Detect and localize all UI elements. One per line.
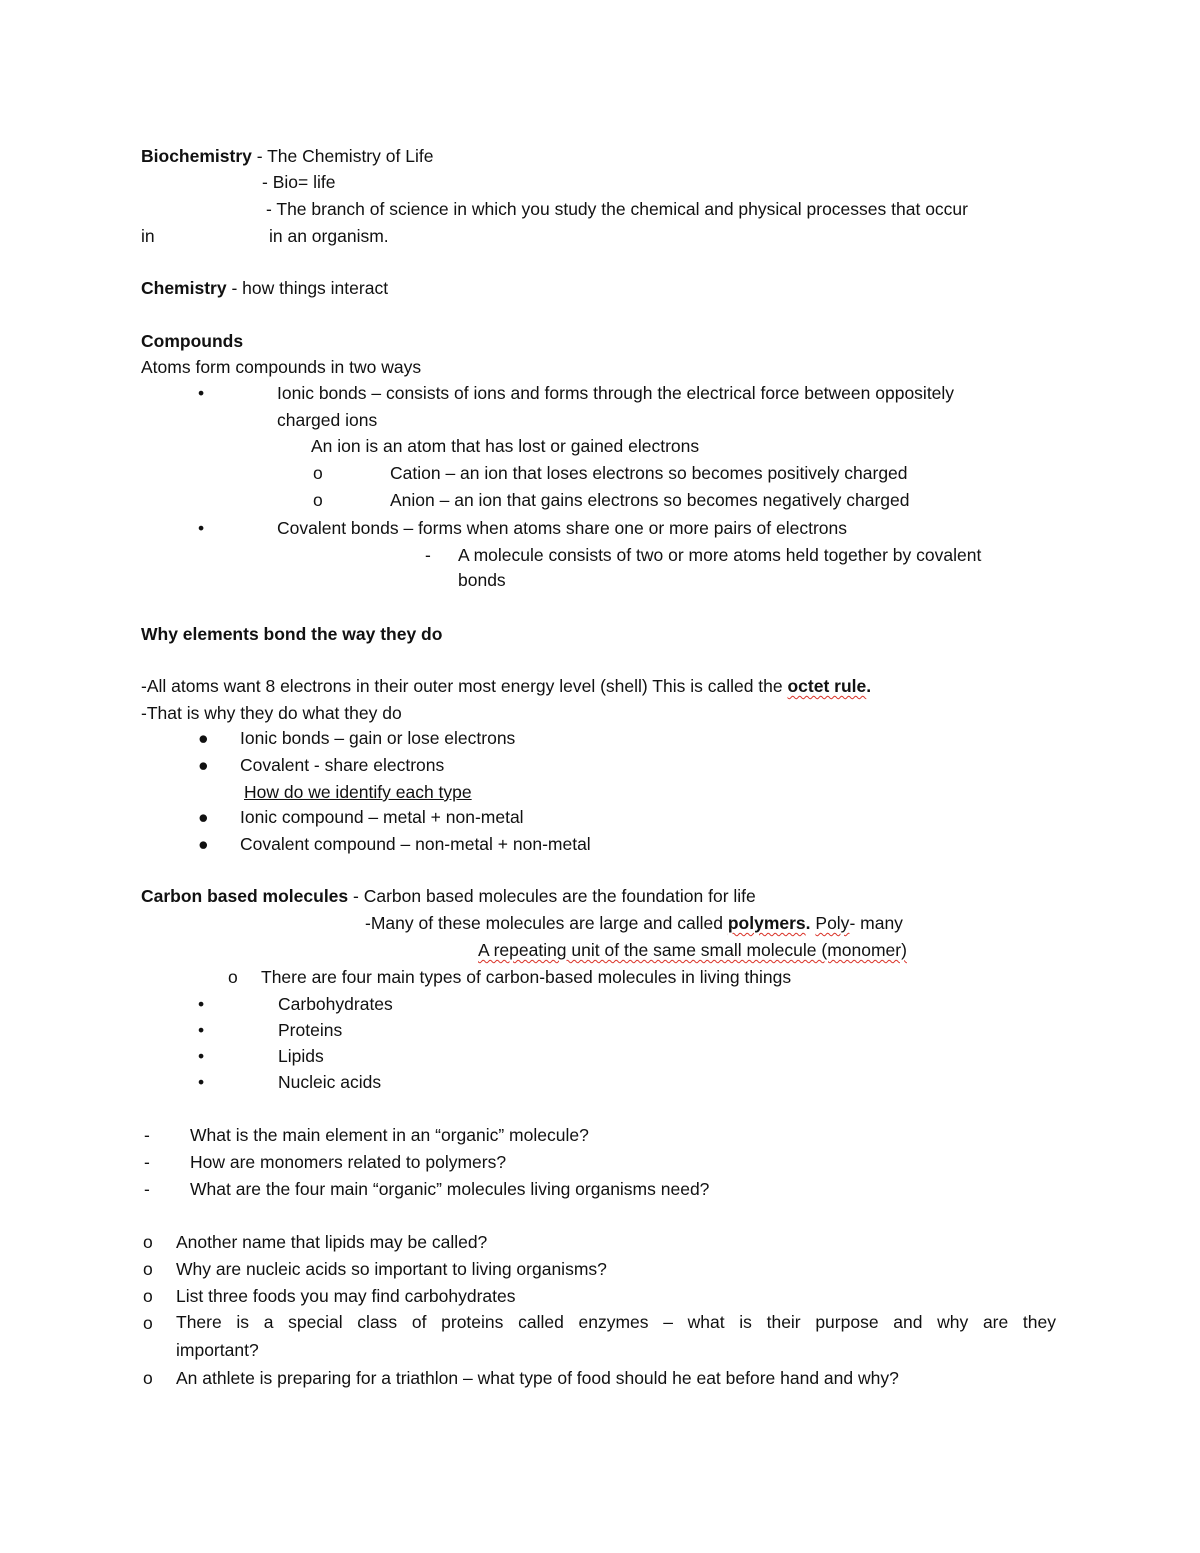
question-nucleic-acids: Why are nucleic acids so important to living organisms? — [176, 1259, 607, 1279]
question-enzymes-line-1: There is a special class of proteins called enzymes – what is their purpose and why are they — [176, 1312, 1056, 1332]
ion-definition: An ion is an atom that has lost or gained electrons — [311, 436, 700, 456]
carbon-definition: - Carbon based molecules are the foundation for life — [348, 886, 756, 906]
circle-bullet-icon: o — [143, 1286, 153, 1306]
molecule-definition-1: A molecule consists of two or more atoms held together by covalent — [458, 545, 982, 565]
bullet-icon: • — [198, 518, 205, 538]
circle-bullet-icon: o — [313, 463, 323, 483]
dot-bullet-icon: ● — [198, 755, 209, 775]
type-lipids: Lipids — [278, 1046, 324, 1066]
anion-definition: Anion – an ion that gains electrons so becomes negatively charged — [390, 490, 910, 510]
dash-marker: - — [144, 1125, 150, 1145]
compounds-heading: Compounds — [141, 331, 244, 351]
ionic-gain-lose: Ionic bonds – gain or lose electrons — [240, 728, 516, 748]
question-four-organic: What are the four main “organic” molecules living organisms need? — [190, 1179, 710, 1199]
dash-marker: - — [425, 545, 431, 565]
branch-in-organism: in an organism. — [269, 226, 389, 246]
circle-bullet-icon: o — [143, 1232, 153, 1252]
ionic-bonds-line-1: Ionic bonds – consists of ions and forms through the electrical force between oppositely — [277, 383, 955, 403]
question-lipids-name: Another name that lipids may be called? — [176, 1232, 488, 1252]
circle-bullet-icon: o — [228, 967, 238, 987]
question-carbohydrate-foods: List three foods you may find carbohydrates — [176, 1286, 516, 1306]
circle-bullet-icon: o — [143, 1368, 153, 1388]
carbon-line — [141, 885, 756, 907]
four-types: There are four main types of carbon-based molecules in living things — [261, 967, 792, 987]
question-monomers: How are monomers related to polymers? — [190, 1152, 507, 1172]
octet-line-text: -All atoms want 8 electrons in their outer most energy level (shell) This is called the — [141, 676, 788, 696]
biochemistry-line — [141, 145, 433, 167]
biochemistry-definition: - The Chemistry of Life — [251, 146, 434, 166]
chemistry-term: Chemistry — [141, 278, 227, 298]
cation-definition: Cation – an ion that loses electrons so becomes positively charged — [390, 463, 908, 483]
bullet-icon: • — [198, 1046, 205, 1066]
why-line-2: -That is why they do what they do — [141, 703, 402, 723]
bullet-icon: • — [198, 383, 205, 403]
bullet-icon: • — [198, 1072, 205, 1092]
type-nucleic-acids: Nucleic acids — [278, 1072, 382, 1092]
circle-bullet-icon: o — [143, 1313, 153, 1333]
biochemistry-term: Biochemistry — [141, 146, 252, 166]
octet-line — [141, 675, 871, 697]
bullet-icon: • — [198, 994, 205, 1014]
polymers-term: polymers — [727, 913, 806, 933]
ionic-compound: Ionic compound – metal + non-metal — [240, 807, 524, 827]
dash-marker: - — [144, 1152, 150, 1172]
poly-term: Poly — [815, 913, 850, 933]
circle-bullet-icon: o — [143, 1259, 153, 1279]
chemistry-definition: - how things interact — [226, 278, 389, 298]
chemistry-line — [141, 277, 388, 299]
question-main-element: What is the main element in an “organic” molecule? — [190, 1125, 589, 1145]
compounds-intro: Atoms form compounds in two ways — [141, 357, 422, 377]
question-enzymes-line-2: important? — [176, 1340, 259, 1360]
branch-definition: - The branch of science in which you study the chemical and physical processes that occur — [266, 199, 968, 219]
type-carbohydrates: Carbohydrates — [278, 994, 393, 1014]
dot-bullet-icon: ● — [198, 728, 209, 748]
polymers-line-text: -Many of these molecules are large and called — [365, 913, 728, 933]
carbon-term: Carbon based molecules — [141, 886, 349, 906]
bio-definition: - Bio= life — [262, 172, 336, 192]
covalent-compound: Covalent compound – non-metal + non-metal — [240, 834, 591, 854]
polymers-line — [365, 912, 903, 934]
branch-in-left: in — [141, 226, 155, 246]
ionic-bonds-line-2: charged ions — [277, 410, 378, 430]
covalent-bonds-line: Covalent bonds – forms when atoms share one or more pairs of electrons — [277, 518, 848, 538]
molecule-definition-2: bonds — [458, 570, 506, 590]
dot-bullet-icon: ● — [198, 834, 209, 854]
octet-period: . — [866, 676, 872, 696]
identify-subheading: How do we identify each type — [244, 782, 472, 802]
type-proteins: Proteins — [278, 1020, 343, 1040]
question-triathlon: An athlete is preparing for a triathlon – what type of food should he eat before hand and why? — [176, 1368, 899, 1388]
dot-bullet-icon: ● — [198, 807, 209, 827]
covalent-share: Covalent - share electrons — [240, 755, 445, 775]
poly-meaning: - many — [849, 913, 903, 933]
polymers-period: . — [805, 913, 816, 933]
bullet-icon: • — [198, 1020, 205, 1040]
dash-marker: - — [144, 1179, 150, 1199]
octet-rule-term: octet rule — [787, 676, 867, 696]
why-heading: Why elements bond the way they do — [141, 624, 443, 644]
circle-bullet-icon: o — [313, 490, 323, 510]
repeating-unit: A repeating unit of the same small molecule (monomer) — [478, 940, 907, 960]
